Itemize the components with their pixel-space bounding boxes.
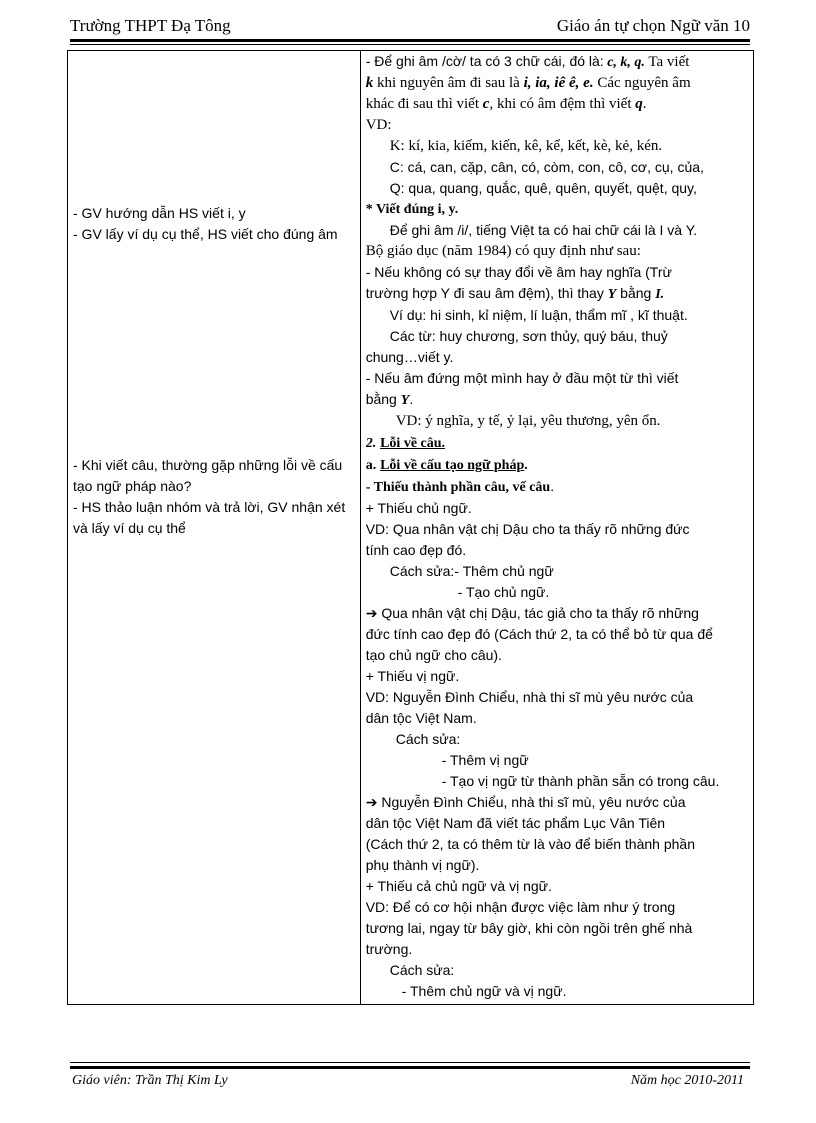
- left-text-line: - Khi viết câu, thường gặp những lỗi về cấu tạo ngữ pháp nào?: [73, 457, 343, 494]
- section-heading-2: 2. Lỗi về câu.: [365, 436, 446, 451]
- teacher-activity-cell: [68, 51, 361, 1005]
- content-line: tạo chủ ngữ cho câu).: [365, 647, 502, 663]
- content-line: Cách sửa:: [389, 962, 455, 978]
- content-line: khác đi sau thì viết c, khi có âm đệm thì viết q.: [365, 96, 647, 112]
- content-line: Để ghi âm /i/, tiếng Việt ta có hai chữ cái là I và Y.: [389, 222, 698, 238]
- content-line: trường.: [365, 941, 413, 957]
- footer-rule-thick: [70, 1066, 750, 1069]
- content-line: k khi nguyên âm đi sau là i, ia, iê ê, e. Các nguyên âm: [365, 75, 691, 91]
- content-line: VD: Nguyễn Đình Chiểu, nhà thi sĩ mù yêu nước của: [365, 689, 694, 705]
- content-body: [361, 51, 753, 1002]
- content-line: - Thêm vị ngữ: [441, 752, 529, 768]
- content-line: tính cao đẹp đó.: [365, 542, 467, 558]
- example-q: Q: qua, quang, quắc, quê, quên, quyết, quệt, quy,: [389, 180, 697, 196]
- content-line: + Thiếu cả chủ ngữ và vị ngữ.: [365, 878, 552, 894]
- subsection-heading: - Thiếu thành phần câu, vế câu.: [365, 478, 555, 495]
- content-line: trường hợp Y đi sau âm đệm), thì thay Y bằng I.: [365, 285, 665, 302]
- section-heading-iy: * Viết đúng i, y.: [365, 202, 459, 217]
- content-line: phụ thành vị ngữ).: [365, 857, 480, 873]
- content-line: (Cách thứ 2, ta có thêm từ là vào để biến thành phần: [365, 836, 695, 852]
- content-line: Các từ: huy chương, sơn thủy, quý báu, thuỷ: [389, 328, 668, 344]
- content-line: Cách sửa:- Thêm chủ ngữ: [389, 563, 554, 579]
- content-line: VD: Qua nhân vật chị Dậu cho ta thấy rõ những đức: [365, 521, 690, 537]
- content-line: VD:: [365, 117, 392, 133]
- section-heading-a: a. Lỗi về cấu tạo ngữ pháp.: [365, 458, 528, 473]
- page-header: [70, 12, 750, 38]
- left-block-sentence: [73, 455, 355, 539]
- content-line: VD: Để có cơ hội nhận được việc làm như ý trong: [365, 899, 676, 915]
- document-title: Giáo án tự chọn Ngữ văn 10: [556, 16, 750, 35]
- content-line: - Thêm chủ ngữ và vị ngữ.: [401, 983, 567, 999]
- header-rule-thin: [70, 44, 750, 45]
- content-line: + Thiếu vị ngữ.: [365, 668, 460, 684]
- content-line: - Tạo vị ngữ từ thành phần sẵn có trong câu.: [441, 773, 720, 789]
- arrow-icon: ➔: [365, 605, 378, 621]
- content-line: - Nếu âm đứng một mình hay ở đầu một từ thì viết: [365, 370, 679, 386]
- left-text-line: - GV hướng dẫn HS viết i, y: [73, 205, 246, 221]
- content-line: - Để ghi âm /cờ/ ta có 3 chữ cái, đó là: c, k, q. Ta viết: [365, 53, 690, 70]
- content-line: ➔ Qua nhân vật chị Dậu, tác giả cho ta thấy rõ những: [365, 605, 699, 621]
- content-line: đức tính cao đẹp đó (Cách thứ 2, ta có thể bỏ từ qua để: [365, 626, 713, 642]
- content-line: chung…viết y.: [365, 349, 454, 365]
- example-c: C: cá, can, cặp, cân, có, còm, con, cô, cơ, cụ, của,: [389, 159, 704, 175]
- school-name: Trường THPT Đạ Tông: [70, 16, 231, 35]
- content-line: Cách sửa:: [395, 731, 461, 747]
- content-line: bằng Y.: [365, 391, 414, 408]
- content-line: Ví dụ: hi sinh, kỉ niệm, lí luận, thẩm mĩ , kĩ thuật.: [389, 307, 688, 323]
- content-line: Bộ giáo dục (năm 1984) có quy định như sau:: [365, 243, 641, 259]
- footer-rule-thin: [70, 1062, 750, 1063]
- content-line: + Thiếu chủ ngữ.: [365, 500, 472, 516]
- content-line: VD: ý nghĩa, y tế, ỷ lại, yêu thương, yên ổn.: [395, 413, 661, 429]
- table-row: [68, 51, 754, 1005]
- content-line: - Nếu không có sự thay đổi về âm hay nghĩa (Trừ: [365, 264, 672, 280]
- content-line: ➔ Nguyễn Đình Chiểu, nhà thi sĩ mù, yêu nước của: [365, 794, 686, 810]
- left-text-line: - HS thảo luận nhóm và trả lời, GV nhận xét và lấy ví dụ cụ thể: [73, 499, 346, 536]
- school-year: Năm học 2010-2011: [630, 1073, 744, 1088]
- arrow-icon: ➔: [365, 794, 378, 810]
- left-text-line: - GV lấy ví dụ cụ thể, HS viết cho đúng âm: [73, 226, 338, 242]
- content-cell: [360, 51, 753, 1005]
- content-line: - Tạo chủ ngữ.: [457, 584, 550, 600]
- content-line: dân tộc Việt Nam đã viết tác phẩm Lục Vân Tiên: [365, 815, 666, 831]
- header-rule-thick: [70, 39, 750, 42]
- teacher-name: Giáo viên: Trần Thị Kim Ly: [72, 1073, 228, 1088]
- left-block-iy: [73, 203, 355, 245]
- content-line: dân tộc Việt Nam.: [365, 710, 477, 726]
- example-k: K: kí, kia, kiếm, kiến, kê, kể, kết, kè, kẻ, kén.: [389, 138, 663, 154]
- content-line: tương lai, ngay từ bây giờ, khi còn ngồi trên ghế nhà: [365, 920, 693, 936]
- lesson-table: [67, 50, 754, 1005]
